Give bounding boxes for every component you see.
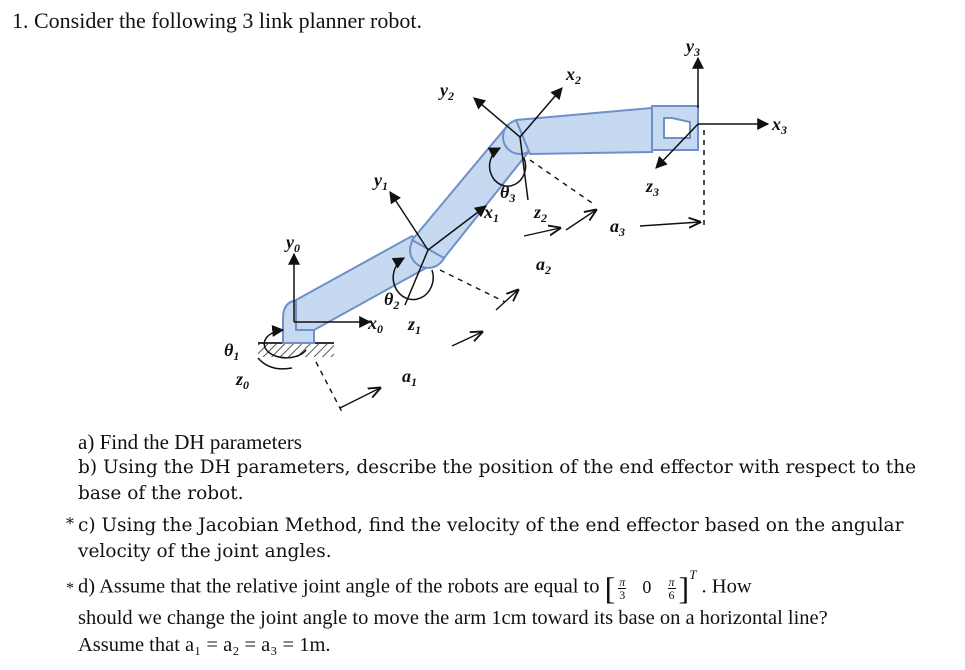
x1-label: $x_1$ bbox=[484, 202, 499, 225]
theta3-label: $\theta_3$ bbox=[500, 182, 516, 205]
a3-label: $a_3$ bbox=[610, 216, 625, 239]
question-c-text: c) Using the Jacobian Method, find the velocity of the end effector based on the angular velocity of the joint angles. bbox=[78, 515, 904, 562]
y1-label: $y_1$ bbox=[374, 170, 388, 193]
x2-label: $x_2$ bbox=[566, 64, 581, 87]
x3-label: $x_3$ bbox=[772, 114, 787, 137]
y0-label: $y_0$ bbox=[286, 232, 300, 255]
link-3 bbox=[516, 108, 652, 154]
star-c: * bbox=[66, 514, 74, 533]
z2-label: $z_2$ bbox=[534, 202, 548, 225]
question-d-line3: Assume that a₁ = a₂ = a₃ = 1m. bbox=[78, 633, 331, 656]
question-d-suffix: . How bbox=[701, 575, 752, 598]
a1-label: $a_1$ bbox=[402, 366, 417, 389]
theta1-label: $\theta_1$ bbox=[224, 340, 240, 363]
star-d: * bbox=[66, 580, 74, 597]
question-d-line2: should we change the joint angle to move the arm 1cm toward its base on a horizontal line? bbox=[78, 606, 828, 629]
x0-label: $x_0$ bbox=[368, 313, 383, 336]
y3-label: $y_3$ bbox=[686, 36, 700, 59]
z0-label: $z_0$ bbox=[236, 369, 250, 392]
question-d-prefix: d) Assume that the relative joint angle of the robots are equal to bbox=[78, 575, 600, 598]
ground-hatch bbox=[258, 343, 334, 357]
z1-label: $z_1$ bbox=[408, 314, 422, 337]
robot-links bbox=[283, 106, 698, 343]
question-b: b) Using the DH parameters, describe the position of the end effector with respect to the base of the robot. bbox=[78, 457, 917, 504]
question-a: a) Find the DH parameters bbox=[78, 430, 302, 454]
joint-angle-vector: [ $\frac{\pi}{3}$ 0 $\frac{\pi}{6}$ ]$^T$ bbox=[604, 567, 697, 607]
question-d bbox=[66, 567, 958, 659]
a2-label: $a_2$ bbox=[536, 254, 551, 277]
theta2-label: $\theta_2$ bbox=[384, 289, 400, 312]
questions bbox=[66, 430, 958, 659]
gripper bbox=[652, 106, 698, 150]
y2-label: $y_2$ bbox=[440, 80, 454, 103]
problem-title: 1. Consider the following 3 link planner robot. bbox=[12, 8, 422, 33]
z3-label: $z_3$ bbox=[646, 176, 660, 199]
question-c bbox=[66, 513, 958, 565]
